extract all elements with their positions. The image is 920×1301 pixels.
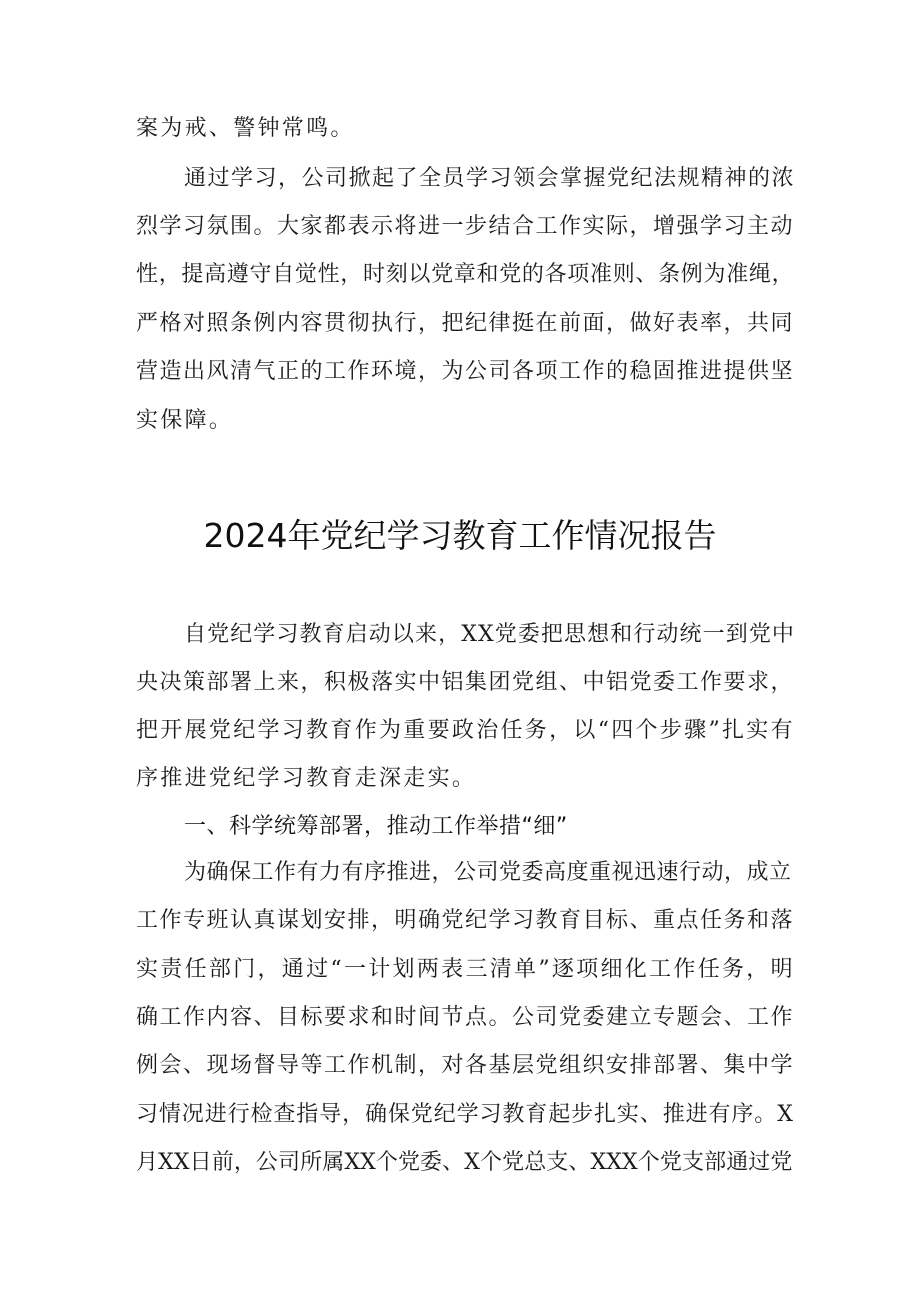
report-title: 2024年党纪学习教育工作情况报告 xyxy=(203,516,717,555)
paragraph-line: 例会、现场督导等工作机制，对各基层党组织安排部署、集中学 xyxy=(136,1053,795,1078)
paragraph-line: 工作专班认真谋划安排，明确党纪学习教育目标、重点任务和落 xyxy=(136,908,795,933)
paragraph-line: 烈学习氛围。大家都表示将进一步结合工作实际，增强学习主动 xyxy=(136,214,795,239)
paragraph-line: 月XX日前，公司所属XX个党委、X个党总支、XXX个党支部通过党 xyxy=(136,1150,793,1175)
paragraph-line: 通过学习，公司掀起了全员学习领会掌握党纪法规精神的浓 xyxy=(184,166,796,191)
section-heading: 一、科学统筹部署，推动工作举措“细” xyxy=(184,814,568,839)
paragraph-line: 实保障。 xyxy=(136,408,234,433)
paragraph-line: 营造出风清气正的工作环境，为公司各项工作的稳固推进提供坚 xyxy=(136,359,795,384)
paragraph-line: 央决策部署上来，积极落实中铝集团党组、中铝党委工作要求， xyxy=(136,670,795,695)
paragraph-line: 确工作内容、目标要求和时间节点。公司党委建立专题会、工作 xyxy=(136,1005,795,1030)
paragraph-line: 序推进党纪学习教育走深走实。 xyxy=(136,766,477,791)
paragraph-line: 习情况进行检查指导，确保党纪学习教育起步扎实、推进有序。X xyxy=(136,1102,794,1127)
paragraph-line: 案为戒、警钟常鸣。 xyxy=(136,116,355,141)
paragraph-line: 实责任部门，通过“一计划两表三清单”逐项细化工作任务，明 xyxy=(136,957,795,982)
paragraph-line: 性，提高遵守自觉性，时刻以党章和党的各项准则、条例为准绳， xyxy=(136,262,795,287)
paragraph-line: 严格对照条例内容贯彻执行，把纪律挺在前面，做好表率，共同 xyxy=(136,311,795,336)
paragraph-line: 为确保工作有力有序推进，公司党委高度重视迅速行动，成立 xyxy=(184,860,792,885)
paragraph-line: 自党纪学习教育启动以来，XX党委把思想和行动统一到党中 xyxy=(184,622,796,647)
paragraph-line: 把开展党纪学习教育作为重要政治任务，以“四个步骤”扎实有 xyxy=(136,718,795,743)
